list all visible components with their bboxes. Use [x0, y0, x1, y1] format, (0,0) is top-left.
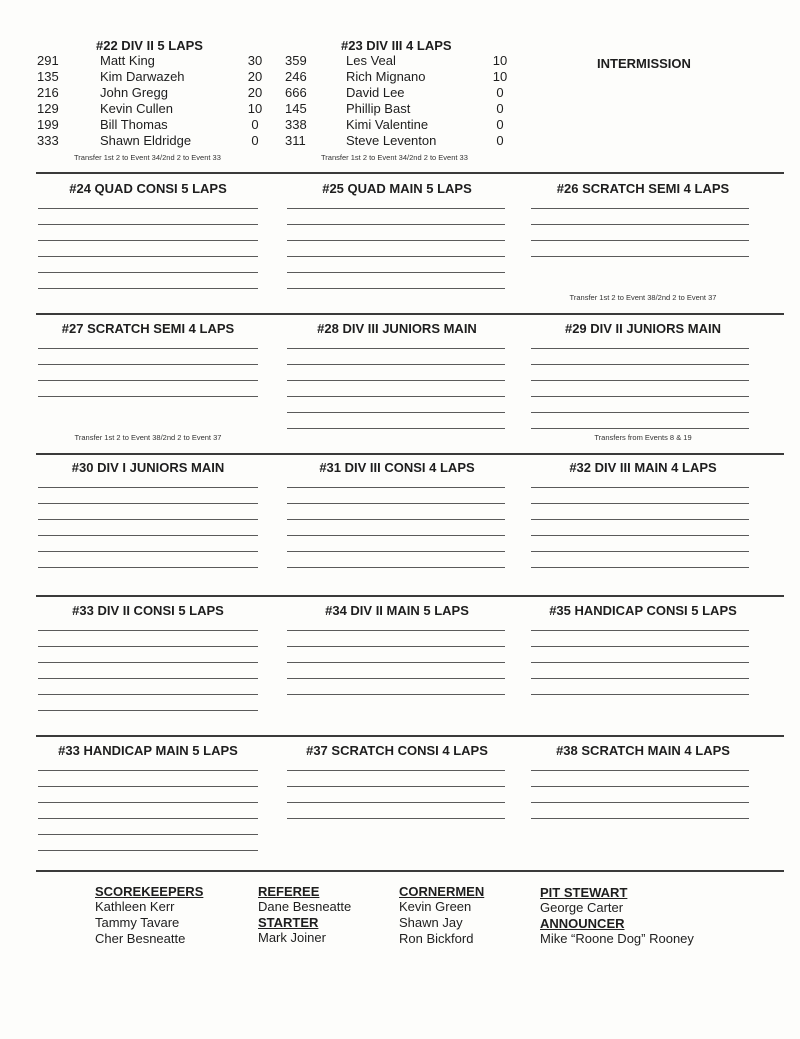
entry-line[interactable] — [531, 535, 749, 536]
entry-line[interactable] — [531, 503, 749, 504]
event-title: #30 DIV I JUNIORS MAIN — [71, 460, 225, 475]
event-title: #25 QUAD MAIN 5 LAPS — [322, 181, 472, 196]
event-title: #32 DIV III MAIN 4 LAPS — [569, 460, 717, 475]
event-22-racer-name: Shawn Eldridge — [100, 133, 192, 148]
entry-line[interactable] — [531, 348, 749, 349]
entry-line[interactable] — [38, 662, 258, 663]
cornermen-heading: CORNERMEN — [399, 884, 485, 899]
entry-line[interactable] — [38, 567, 258, 568]
entry-line[interactable] — [287, 224, 505, 225]
event-title: #28 DIV III JUNIORS MAIN — [317, 321, 477, 336]
event-22-racer-points: 20 — [247, 85, 263, 100]
entry-line[interactable] — [38, 551, 258, 552]
event-22-racer-number: 129 — [37, 101, 59, 116]
event-transfer-note: Transfer 1st 2 to Event 38/2nd 2 to Event 37 — [569, 293, 717, 302]
entry-line[interactable] — [38, 256, 258, 257]
announcer-heading: ANNOUNCER — [540, 916, 625, 931]
entry-line[interactable] — [531, 364, 749, 365]
pit-stewart-heading: PIT STEWART — [540, 885, 628, 900]
entry-line[interactable] — [287, 256, 505, 257]
entry-line[interactable] — [531, 551, 749, 552]
event-transfer-note: Transfers from Events 8 & 19 — [594, 433, 692, 442]
entry-line[interactable] — [287, 288, 505, 289]
event-22-racer-number: 333 — [37, 133, 59, 148]
event-23-racer-name: Rich Mignano — [346, 69, 426, 84]
entry-line[interactable] — [38, 834, 258, 835]
event-23-racer-number: 666 — [285, 85, 307, 100]
event-22-racer-points: 30 — [247, 53, 263, 68]
entry-line[interactable] — [531, 428, 749, 429]
section-divider — [36, 870, 784, 872]
entry-line[interactable] — [38, 503, 258, 504]
event-23-racer-number: 359 — [285, 53, 307, 68]
entry-line[interactable] — [287, 208, 505, 209]
entry-line[interactable] — [531, 487, 749, 488]
event-title: #38 SCRATCH MAIN 4 LAPS — [556, 743, 730, 758]
referee-block — [258, 884, 351, 946]
event-23-racer-points: 10 — [492, 69, 508, 84]
event-22-racer-points: 10 — [247, 101, 263, 116]
section-divider — [36, 735, 784, 737]
event-23-racer-name: Phillip Bast — [346, 101, 411, 116]
event-22-racer-name: Bill Thomas — [100, 117, 168, 132]
event-23-racer-points: 0 — [496, 133, 504, 148]
event-23-racer-points: 10 — [492, 53, 508, 68]
event-23-title: #23 DIV III 4 LAPS — [341, 38, 452, 53]
event-22-racer-number: 199 — [37, 117, 59, 132]
entry-line[interactable] — [531, 802, 749, 803]
event-title: #27 SCRATCH SEMI 4 LAPS — [61, 321, 235, 336]
entry-line[interactable] — [287, 694, 505, 695]
pit-stewart-name: George Carter — [540, 900, 624, 915]
entry-line[interactable] — [531, 694, 749, 695]
event-title: #26 SCRATCH SEMI 4 LAPS — [556, 181, 730, 196]
entry-line[interactable] — [38, 678, 258, 679]
entry-line[interactable] — [287, 678, 505, 679]
event-22-racer-points: 0 — [251, 117, 259, 132]
entry-line[interactable] — [38, 786, 258, 787]
event-23-racer-number: 145 — [285, 101, 307, 116]
cornerman-name: Ron Bickford — [399, 931, 474, 946]
event-transfer-note: Transfer 1st 2 to Event 38/2nd 2 to Event 37 — [74, 433, 222, 442]
entry-line[interactable] — [531, 519, 749, 520]
entry-line[interactable] — [38, 710, 258, 711]
section-divider — [36, 595, 784, 597]
scorekeepers-heading: SCOREKEEPERS — [95, 884, 204, 899]
event-title: #29 DIV II JUNIORS MAIN — [564, 321, 722, 336]
entry-line[interactable] — [38, 802, 258, 803]
entry-line[interactable] — [531, 208, 749, 209]
entry-line[interactable] — [38, 519, 258, 520]
entry-line[interactable] — [287, 503, 505, 504]
event-22-racer-number: 216 — [37, 85, 59, 100]
section-divider — [36, 172, 784, 174]
entry-line[interactable] — [38, 224, 258, 225]
scorekeeper-name: Kathleen Kerr — [95, 899, 175, 914]
event-23-note: Transfer 1st 2 to Event 34/2nd 2 to Event 33 — [321, 153, 468, 162]
referee-name: Dane Besneatte — [258, 899, 352, 914]
event-23-racer-points: 0 — [496, 101, 504, 116]
entry-line[interactable] — [531, 412, 749, 413]
entry-line[interactable] — [38, 487, 258, 488]
entry-line[interactable] — [287, 551, 505, 552]
entry-line[interactable] — [287, 348, 505, 349]
entry-line[interactable] — [38, 272, 258, 273]
event-22-racer-name: Kim Darwazeh — [100, 69, 185, 84]
event-22-title: #22 DIV II 5 LAPS — [96, 38, 203, 53]
event-title: #34 DIV II MAIN 5 LAPS — [325, 603, 469, 618]
entry-line[interactable] — [287, 662, 505, 663]
event-23-racer-name: David Lee — [346, 85, 405, 100]
entry-line[interactable] — [38, 364, 258, 365]
cornerman-name: Kevin Green — [399, 899, 472, 914]
event-23-racer-number: 338 — [285, 117, 307, 132]
entry-line[interactable] — [38, 396, 258, 397]
entry-line[interactable] — [531, 770, 749, 771]
entry-line[interactable] — [531, 630, 749, 631]
event-title: #31 DIV III CONSI 4 LAPS — [319, 460, 475, 475]
entry-line[interactable] — [287, 519, 505, 520]
entry-line[interactable] — [531, 678, 749, 679]
event-title: #35 HANDICAP CONSI 5 LAPS — [549, 603, 737, 618]
event-22-note: Transfer 1st 2 to Event 34/2nd 2 to Event 33 — [74, 153, 221, 162]
entry-line[interactable] — [531, 396, 749, 397]
entry-line[interactable] — [531, 818, 749, 819]
entry-line[interactable] — [531, 662, 749, 663]
referee-heading: REFEREE — [258, 884, 320, 899]
event-title: #37 SCRATCH CONSI 4 LAPS — [306, 743, 488, 758]
entry-line[interactable] — [38, 240, 258, 241]
event-title: #33 HANDICAP MAIN 5 LAPS — [58, 743, 238, 758]
entry-line[interactable] — [38, 380, 258, 381]
entry-line[interactable] — [287, 770, 505, 771]
entry-line[interactable] — [287, 380, 505, 381]
event-22-racer-name: Matt King — [100, 53, 155, 68]
entry-line[interactable] — [531, 256, 749, 257]
event-title: #24 QUAD CONSI 5 LAPS — [69, 181, 227, 196]
entry-line[interactable] — [287, 240, 505, 241]
entry-line[interactable] — [38, 646, 258, 647]
entry-line[interactable] — [38, 770, 258, 771]
entry-line[interactable] — [287, 818, 505, 819]
entry-line[interactable] — [287, 364, 505, 365]
event-23-racer-number: 311 — [285, 133, 306, 148]
event-22-racer-number: 135 — [37, 69, 59, 84]
entry-line[interactable] — [531, 567, 749, 568]
starter-name: Mark Joiner — [258, 930, 326, 945]
starter-heading: STARTER — [258, 915, 319, 930]
entry-line[interactable] — [287, 272, 505, 273]
event-22-racer-name: Kevin Cullen — [100, 101, 173, 116]
entry-line[interactable] — [38, 630, 258, 631]
section-divider — [36, 453, 784, 455]
entry-line[interactable] — [531, 786, 749, 787]
entry-line[interactable] — [287, 646, 505, 647]
event-23-racer-name: Les Veal — [346, 53, 396, 68]
event-22-racer-points: 20 — [247, 69, 263, 84]
entry-line[interactable] — [287, 428, 505, 429]
event-title: #33 DIV II CONSI 5 LAPS — [72, 603, 224, 618]
announcer-name: Mike “Roone Dog” Rooney — [540, 931, 694, 946]
entry-line[interactable] — [287, 412, 505, 413]
entry-line[interactable] — [38, 288, 258, 289]
event-23-racer-name: Kimi Valentine — [346, 117, 429, 132]
entry-line[interactable] — [531, 224, 749, 225]
scorekeepers-block — [95, 884, 203, 947]
entry-line[interactable] — [287, 567, 505, 568]
entry-line[interactable] — [38, 535, 258, 536]
cornerman-name: Shawn Jay — [399, 915, 463, 930]
event-23-racer-points: 0 — [496, 85, 504, 100]
event-23-racer-points: 0 — [496, 117, 504, 132]
scorekeeper-name: Cher Besneatte — [95, 931, 186, 946]
entry-line[interactable] — [287, 802, 505, 803]
entry-line[interactable] — [531, 380, 749, 381]
event-23-racer-name: Steve Leventon — [346, 133, 437, 148]
event-23-racer-number: 246 — [285, 69, 307, 84]
entry-line[interactable] — [287, 535, 505, 536]
cornermen-block — [399, 884, 484, 947]
entry-line[interactable] — [287, 630, 505, 631]
entry-line[interactable] — [531, 646, 749, 647]
entry-line[interactable] — [38, 348, 258, 349]
entry-line[interactable] — [531, 240, 749, 241]
intermission-label: INTERMISSION — [597, 56, 691, 71]
entry-line[interactable] — [38, 850, 258, 851]
event-22-racer-points: 0 — [251, 133, 259, 148]
event-22-racer-number: 291 — [37, 53, 59, 68]
entry-line[interactable] — [38, 818, 258, 819]
scorekeeper-name: Tammy Tavare — [95, 915, 180, 930]
entry-line[interactable] — [38, 694, 258, 695]
entry-line[interactable] — [287, 487, 505, 488]
section-divider — [36, 313, 784, 315]
event-22-racer-name: John Gregg — [100, 85, 168, 100]
pit-announcer-block — [540, 885, 694, 947]
entry-line[interactable] — [287, 786, 505, 787]
entry-line[interactable] — [38, 208, 258, 209]
entry-line[interactable] — [287, 396, 505, 397]
